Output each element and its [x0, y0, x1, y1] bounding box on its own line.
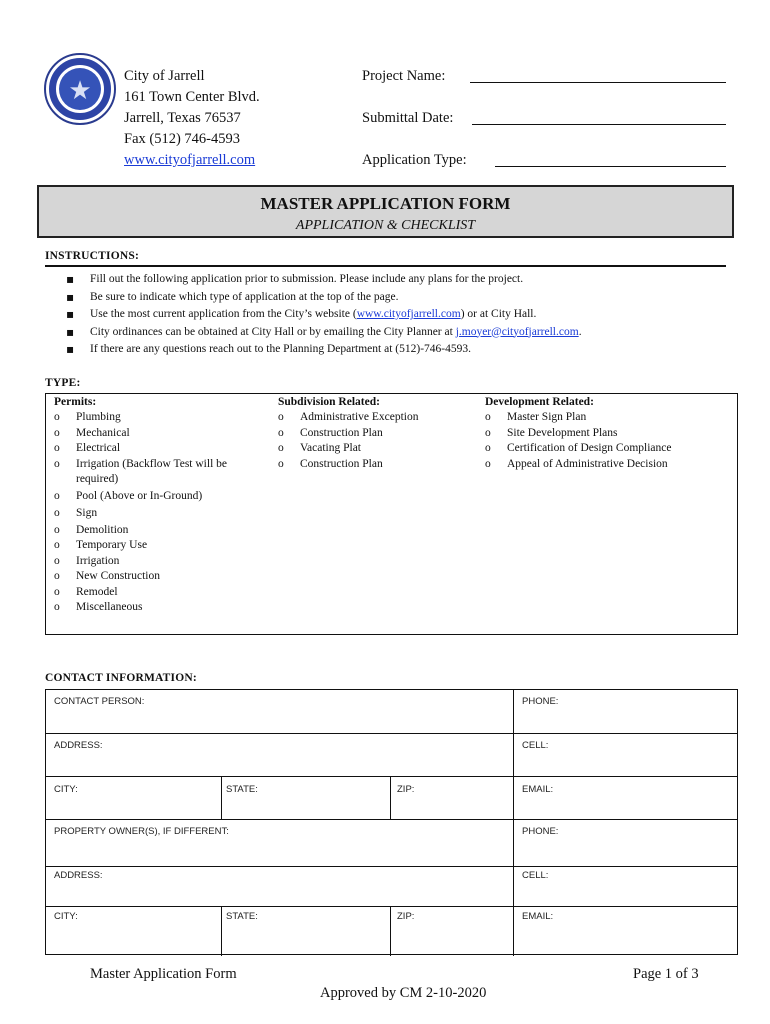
state-field[interactable]: STATE: [226, 784, 258, 795]
submittal-date-label: Submittal Date: [362, 110, 454, 126]
city-website-link[interactable]: www.cityofjarrell.com [124, 152, 256, 168]
permit-option[interactable]: o Remodel [54, 585, 269, 601]
permit-option[interactable]: o New Construction [54, 569, 269, 585]
instruction-item: ▪ Be sure to indicate which type of application at the top of the page. [66, 289, 746, 307]
instruction-item: ▪ City ordinances can be obtained at City Hall or by emailing the City Planner at j.moyer@cityofjarrell.com. [66, 324, 746, 342]
owner-state-field[interactable]: STATE: [226, 911, 258, 922]
type-selection-box [45, 393, 738, 635]
table-row-divider [46, 776, 737, 777]
instruction-item: ▪ Use the most current application from the City’s website (www.cityofjarrell.com) or at City Hall. [66, 306, 746, 324]
city-name: City of Jarrell [124, 68, 205, 84]
permit-option[interactable]: o Electrical [54, 441, 269, 457]
owner-cell-field[interactable]: CELL: [522, 870, 549, 881]
form-title: MASTER APPLICATION FORM [260, 194, 511, 213]
table-col-divider [390, 906, 391, 956]
city-seal-logo [44, 53, 116, 125]
footer-form-name: Master Application Form [90, 966, 237, 982]
permit-option[interactable]: o Miscellaneous [54, 600, 269, 616]
property-owner-field[interactable]: PROPERTY OWNER(S), IF DIFFERENT: [54, 826, 229, 837]
owner-email-field[interactable]: EMAIL: [522, 911, 554, 922]
table-row-divider [46, 819, 737, 820]
table-row-divider [46, 866, 737, 867]
subdivision-column [278, 396, 478, 472]
permit-option[interactable]: o Mechanical [54, 426, 269, 442]
development-column [485, 396, 735, 472]
table-col-divider [221, 906, 222, 956]
instructions-list [66, 271, 746, 359]
form-subtitle: APPLICATION & CHECKLIST [295, 218, 476, 233]
city-state-zip: Jarrell, Texas 76537 [124, 110, 241, 126]
submittal-date-field[interactable] [362, 109, 453, 127]
owner-address-field[interactable]: ADDRESS: [54, 870, 103, 881]
development-option[interactable]: o Appeal of Administrative Decision [485, 457, 735, 473]
phone-field[interactable]: PHONE: [522, 696, 559, 707]
seal-center [59, 68, 101, 110]
instruction-item: ▪ If there are any questions reach out to the Planning Department at (512)-746-4593. [66, 341, 746, 359]
subdivision-option[interactable]: o Construction Plan [278, 426, 478, 442]
permit-option[interactable]: o Irrigation [54, 554, 269, 570]
subdivision-option[interactable]: o Administrative Exception [278, 410, 478, 426]
footer-page-number: Page 1 of 3 [633, 966, 699, 982]
zip-field[interactable]: ZIP: [397, 784, 415, 795]
project-name-line [470, 82, 726, 83]
application-type-field[interactable] [362, 151, 467, 169]
type-heading: TYPE: [45, 377, 81, 389]
website-link[interactable]: www.cityofjarrell.com [356, 308, 461, 320]
form-title-box [37, 185, 734, 238]
star-icon: ★ [68, 76, 92, 106]
footer-approval: Approved by CM 2-10-2020 [320, 985, 487, 1001]
contact-info-heading: CONTACT INFORMATION: [45, 672, 197, 684]
table-col-divider [221, 776, 222, 819]
city-planner-email-link[interactable]: j.moyer@cityofjarrell.com [455, 325, 579, 338]
table-col-divider [390, 776, 391, 819]
permits-column [54, 396, 269, 616]
instructions-divider [45, 265, 726, 267]
cell-field[interactable]: CELL: [522, 740, 549, 751]
owner-zip-field[interactable]: ZIP: [397, 911, 415, 922]
project-name-field[interactable] [362, 67, 445, 85]
address-field[interactable]: ADDRESS: [54, 740, 103, 751]
project-name-label: Project Name: [362, 68, 446, 84]
subdivision-option[interactable]: o Construction Plan [278, 457, 478, 473]
development-option[interactable]: o Master Sign Plan [485, 410, 735, 426]
permit-option[interactable]: o Irrigation (Backflow Test will be required) [54, 457, 254, 488]
owner-phone-field[interactable]: PHONE: [522, 826, 559, 837]
fax-number: Fax (512) 746-4593 [124, 131, 240, 147]
permit-option[interactable]: o Demolition [54, 523, 269, 539]
application-type-line [495, 166, 726, 167]
owner-city-field[interactable]: CITY: [54, 911, 78, 922]
street-address: 161 Town Center Blvd. [124, 89, 260, 105]
contact-info-table [45, 689, 738, 955]
contact-person-field[interactable]: CONTACT PERSON: [54, 696, 145, 707]
table-row-divider [46, 906, 737, 907]
development-option[interactable]: o Certification of Design Compliance [485, 441, 735, 457]
email-field[interactable]: EMAIL: [522, 784, 554, 795]
subdivision-option[interactable]: o Vacating Plat [278, 441, 478, 457]
development-option[interactable]: o Site Development Plans [485, 426, 735, 442]
submittal-date-line [472, 124, 726, 125]
permits-heading: Permits: [54, 396, 97, 408]
permit-option[interactable]: o Sign [54, 506, 269, 522]
development-heading: Development Related: [485, 396, 594, 408]
permit-option[interactable]: o Pool (Above or In-Ground) [54, 489, 269, 505]
table-row-divider [46, 733, 737, 734]
application-type-label: Application Type: [362, 152, 467, 168]
subdivision-heading: Subdivision Related: [278, 396, 380, 408]
city-field[interactable]: CITY: [54, 784, 78, 795]
permit-option[interactable]: o Plumbing [54, 410, 269, 426]
city-address-block [124, 66, 260, 171]
instruction-item: ▪ Fill out the following application prior to submission. Please include any plans for the project. [66, 271, 746, 289]
instructions-heading: INSTRUCTIONS: [45, 250, 139, 262]
permit-option[interactable]: o Temporary Use [54, 538, 269, 554]
table-col-divider [513, 690, 514, 956]
